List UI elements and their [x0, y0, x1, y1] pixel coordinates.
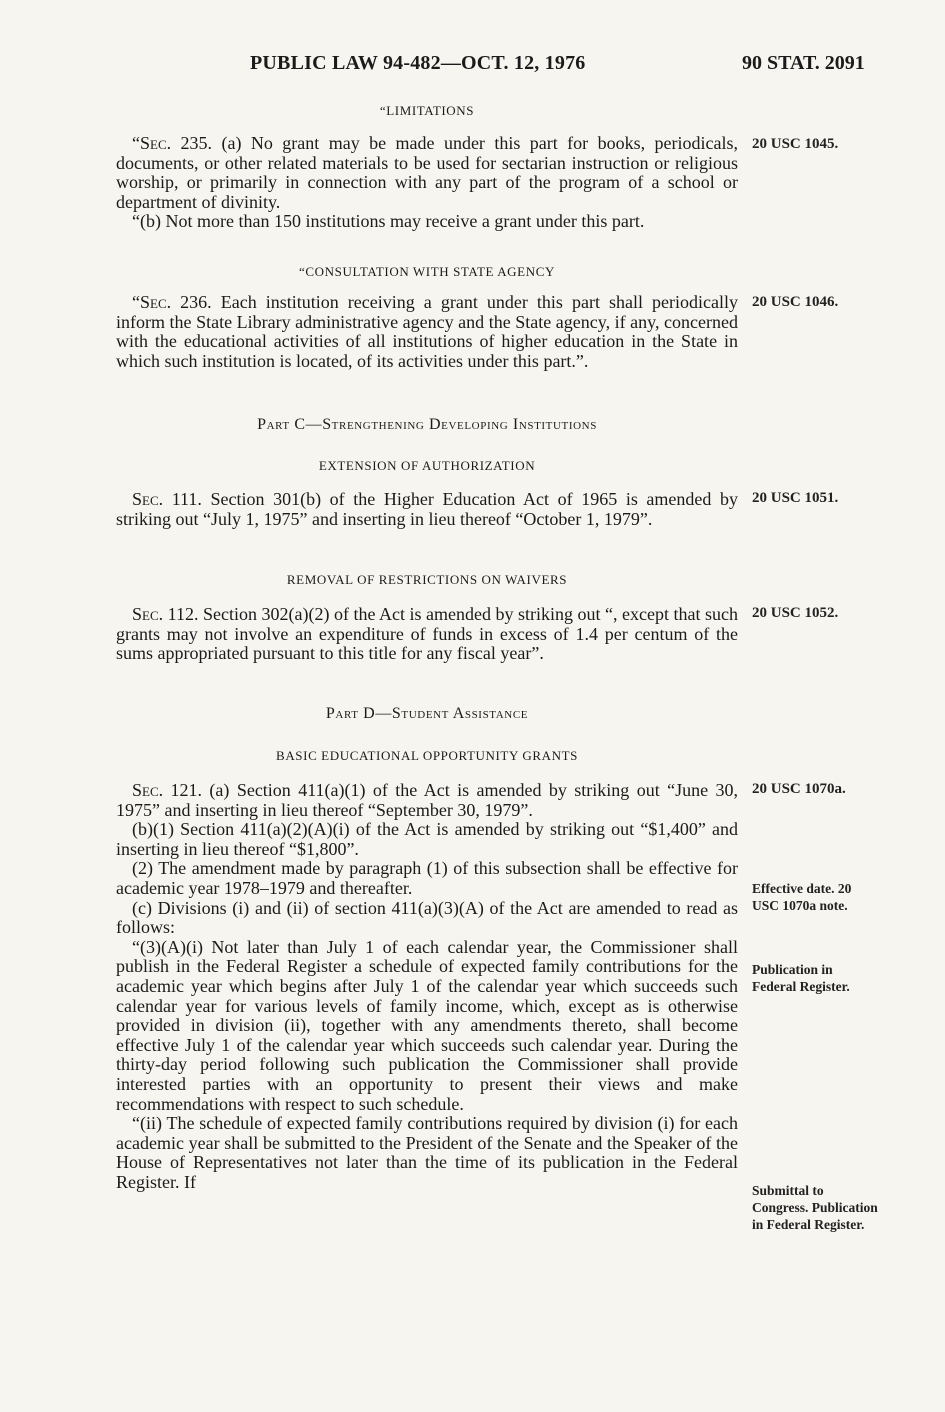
section-121: [116, 781, 738, 1192]
paragraph: (c) Divisions (i) and (ii) of section 411(a)(3)(A) of the Act are amended to read as follows:: [116, 897, 738, 938]
section-text: 112. Section 302(a)(2) of the Act is amended by striking out “, except that such grants may not involve an expenditure of funds in excess of 1.4 per centum of the sums appropriated pursuant to this title for any fiscal year”.: [116, 604, 738, 664]
heading-limitations: “LIMITATIONS: [379, 103, 475, 118]
paragraph: “(3)(A)(i) Not later than July 1 of each calendar year, the Commissioner shall publish in the Federal Register a schedule of expected family contributions for the academic year which begins after July 1 of the calendar year which succeeds such calendar year for various levels of family income, which, except as is otherwise provided in division (ii), together with any amendments thereto, shall become effective July 1 of the calendar year which succeeds such calendar year. During the thirty-day period following such publication the Commissioner shall provide interested parties with an opportunity to present their views and make recommendations with respect to such schedule.: [116, 936, 738, 1114]
margin-note-submittal: Submittal to Congress. Publication in Federal Register.: [752, 1183, 878, 1232]
paragraph: (2) The amendment made by paragraph (1) of this subsection shall be effective for academic year 1978–1979 and thereafter.: [116, 858, 738, 898]
margin-note-citation: 20 USC 1070a.: [752, 781, 846, 797]
part-d-heading: Part D—Student Assistance: [325, 705, 529, 722]
paragraph: [116, 490, 738, 529]
section-label: Sec.: [132, 604, 164, 624]
paragraph: [116, 781, 738, 820]
paragraph: [116, 293, 738, 371]
paragraph: “(ii) The schedule of expected family contributions required by division (i) for each academic year shall be submitted to the President of the Senate and the Speaker of the House of Representatives not later than the time of its publication in the Federal Register. If: [116, 1113, 738, 1192]
part-c-heading: Part C—Strengthening Developing Institutions: [257, 416, 597, 433]
section-text: 121. (a) Section 411(a)(1) of the Act is amended by striking out “June 30, 1975” and inserting in lieu thereof “September 30, 1979”.: [116, 780, 738, 820]
paragraph: “(b) Not more than 150 institutions may receive a grant under this part.: [132, 211, 645, 232]
section-label: “Sec.: [132, 133, 172, 153]
section-label: Sec.: [132, 780, 164, 800]
margin-note-effective-date: Effective date. 20 USC 1070a note.: [752, 881, 852, 913]
paragraph: [116, 134, 738, 212]
section-236: [116, 293, 738, 371]
section-text: 235. (a) No grant may be made under this part for books, periodicals, documents, or other related materials to be used for sectarian instruction or religious worship, or primarily in connection with any part of the program of a school or department of divinity.: [116, 133, 738, 212]
section-text: 111. Section 301(b) of the Higher Education Act of 1965 is amended by striking out “July 1, 1975” and inserting in lieu thereof “October 1, 1979”.: [116, 489, 738, 529]
page-header-title: PUBLIC LAW 94-482—OCT. 12, 1976: [250, 52, 586, 74]
section-label: Sec.: [132, 489, 164, 509]
margin-note-citation: 20 USC 1046.: [752, 294, 839, 310]
heading-removal: REMOVAL OF RESTRICTIONS ON WAIVERS: [286, 572, 568, 587]
section-text: 236. Each institution receiving a grant under this part shall periodically inform the State Library administrative agency and the State agency, if any, concerned with the educational activities of all institutions of higher education in the State in which such institution is located, of its activities under this part.”.: [116, 292, 738, 371]
margin-note-publication: Publication in Federal Register.: [752, 962, 850, 994]
margin-note-citation: 20 USC 1052.: [752, 605, 839, 621]
section-111: [116, 490, 738, 529]
heading-beog: BASIC EDUCATIONAL OPPORTUNITY GRANTS: [276, 748, 578, 763]
margin-note-citation: 20 USC 1045.: [752, 136, 839, 152]
section-235: [116, 134, 738, 232]
paragraph: [116, 605, 738, 664]
heading-extension: EXTENSION OF AUTHORIZATION: [318, 458, 536, 473]
paragraph: (b)(1) Section 411(a)(2)(A)(i) of the Act is amended by striking out “$1,400” and inserting in lieu thereof “$1,800”.: [116, 819, 738, 859]
heading-consultation: “CONSULTATION WITH STATE AGENCY: [299, 264, 555, 279]
margin-note-citation: 20 USC 1051.: [752, 490, 839, 506]
section-112: [116, 605, 738, 664]
page-header-stat: 90 STAT. 2091: [742, 52, 865, 74]
section-label: “Sec.: [132, 292, 172, 312]
